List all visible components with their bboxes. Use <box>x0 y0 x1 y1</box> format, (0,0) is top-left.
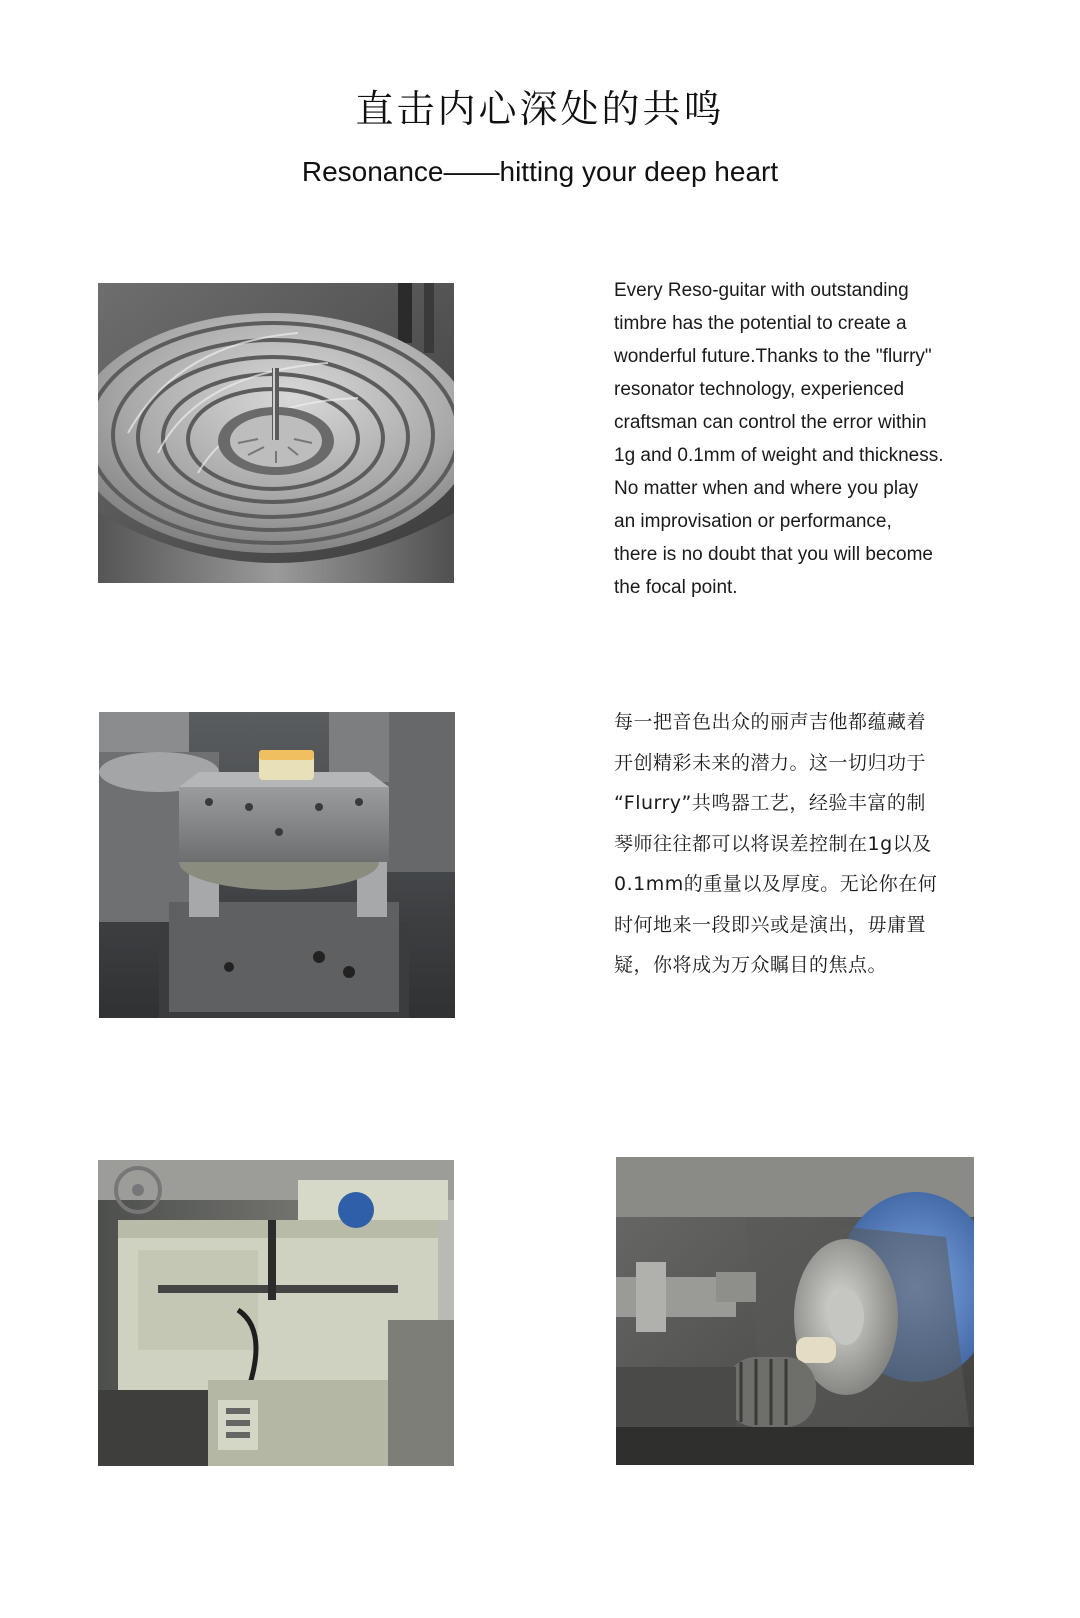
description-en-line: the focal point. <box>614 577 738 598</box>
metal-spinning-photo <box>616 1157 974 1465</box>
description-en-line: 1g and 0.1mm of weight and thickness. <box>614 445 944 466</box>
description-cn-line: 开创精彩未来的潜力。这一切归功于 <box>614 751 927 774</box>
description-cn-line: 0.1mm的重量以及厚度。无论你在何 <box>614 873 938 895</box>
description-en-line: timbre has the potential to create a <box>614 313 907 334</box>
description-en-line: Every Reso-guitar with outstanding <box>614 280 909 301</box>
description-en-line: an improvisation or performance, <box>614 511 892 532</box>
description-en-line: resonator technology, experienced <box>614 379 905 400</box>
description-cn-line: 时何地来一段即兴或是演出，毋庸置 <box>614 913 927 936</box>
lathe-machine-photo <box>98 1160 454 1466</box>
description-cn-line: 每一把音色出众的丽声吉他都蕴藏着 <box>614 711 927 733</box>
spiral-mold-photo <box>98 283 454 583</box>
description-cn-line: 琴师往往都可以将误差控制在1g以及 <box>614 832 932 855</box>
description-cn-line: 疑，你将成为万众瞩目的焦点。 <box>614 954 888 976</box>
description-en-line: craftsman can control the error within <box>614 412 927 433</box>
description-en-line: wonderful future.Thanks to the "flurry" <box>614 346 932 367</box>
page-title-cn: 直击内心深处的共鸣 <box>355 87 725 131</box>
description-cn <box>614 702 974 986</box>
description-en-line: No matter when and where you play <box>614 478 919 499</box>
description-en <box>614 274 1034 604</box>
description-cn-line: “Flurry”共鸣器工艺，经验丰富的制 <box>614 792 926 814</box>
press-die-photo <box>99 712 455 1018</box>
description-en-line: there is no doubt that you will become <box>614 544 933 565</box>
page-title-en: Resonance——hitting your deep heart <box>301 156 779 187</box>
